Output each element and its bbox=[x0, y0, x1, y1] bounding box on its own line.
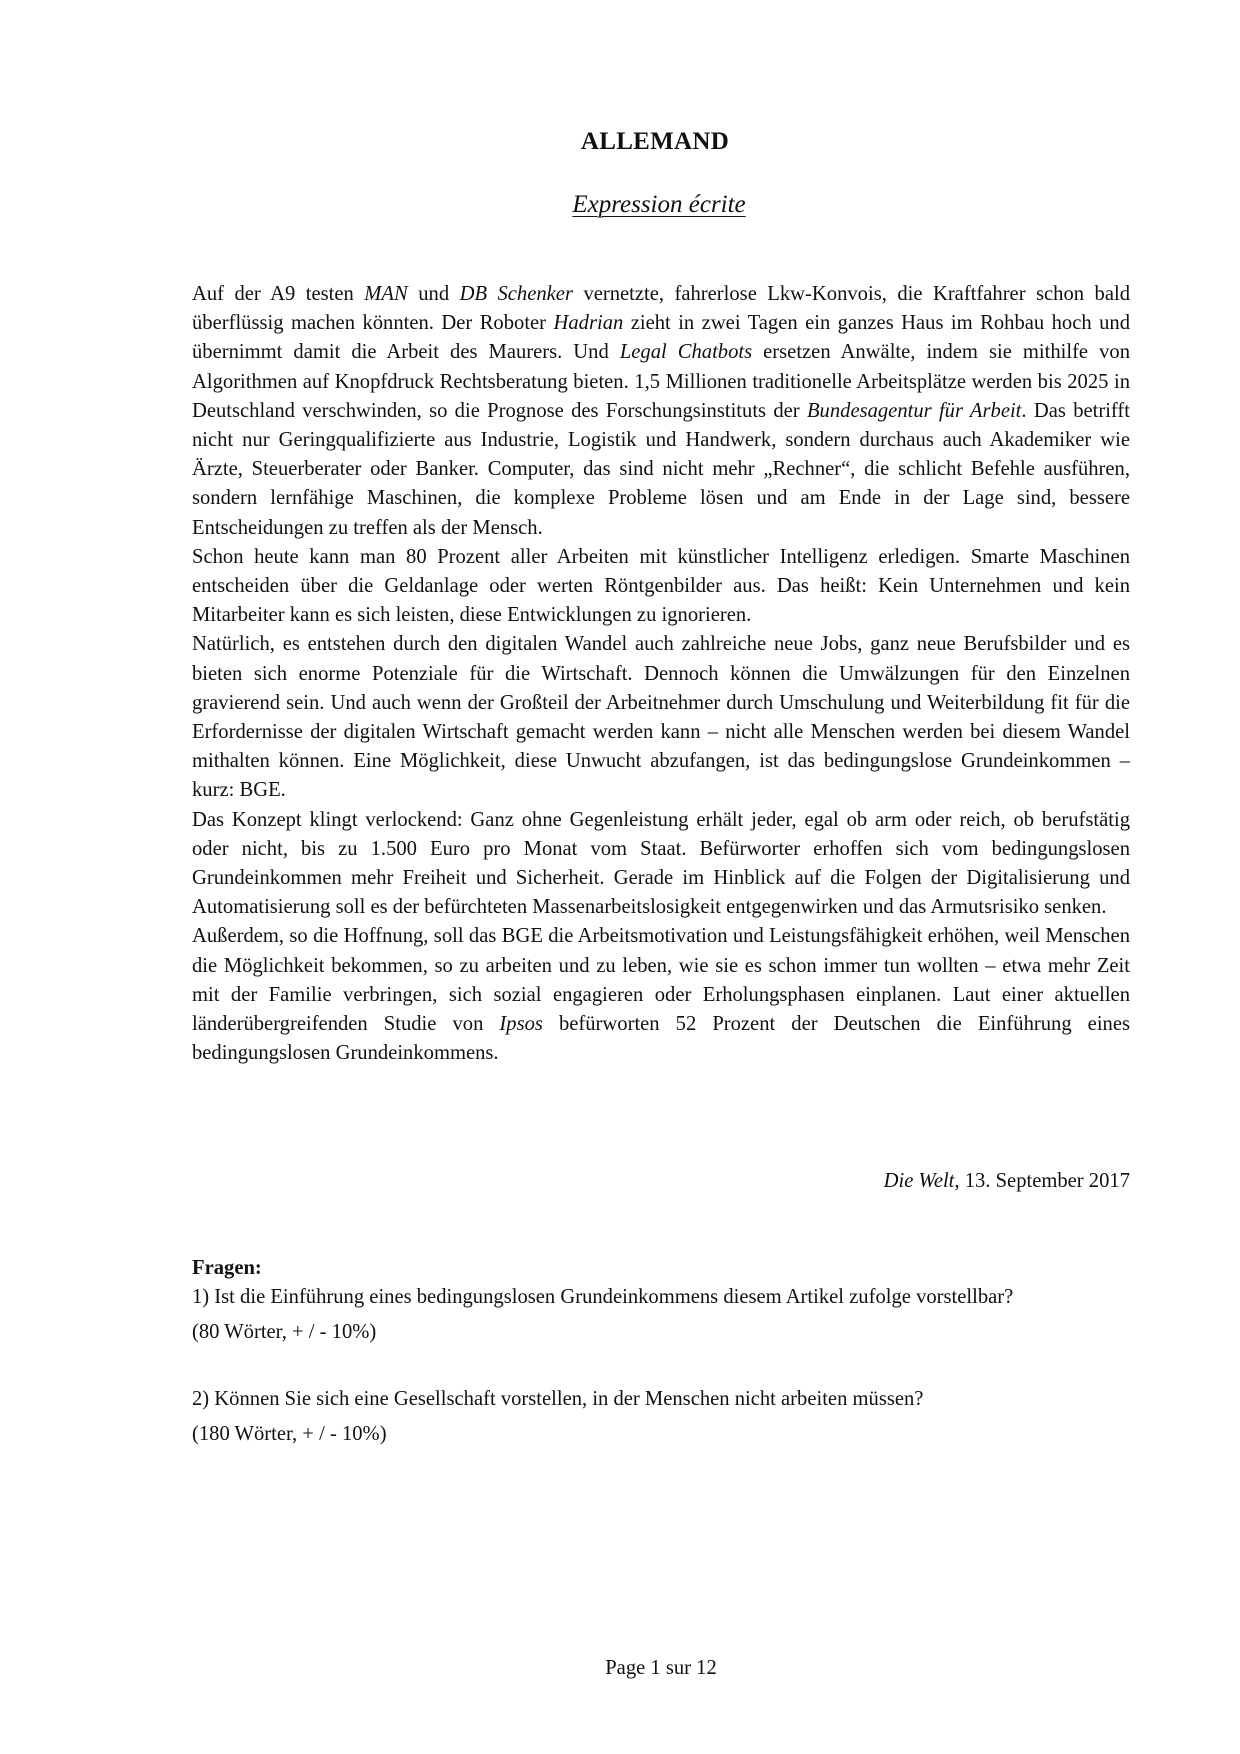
page-number: Page 1 sur 12 bbox=[605, 1657, 717, 1679]
page-title: ALLEMAND bbox=[580, 128, 730, 155]
text-run: Außerdem, so die Hoffnung, soll das BGE die Arbeitsmotivation und Leistungsfähigkeit erhöhen, weil Menschen die Möglichkeit bekommen, so zu arbeiten und zu leben, wie sie es schon immer tun wollten – etwa mehr Zeit mit der Familie verbringen, sich sozial engagieren oder Erholungsphasen einplanen. Laut einer aktuellen länderübergreifenden Studie von bbox=[192, 925, 1130, 1036]
question-1-word-count: (80 Wörter, + / - 10%) bbox=[192, 1321, 377, 1343]
text-run: . Das betrifft nicht nur Geringqualifizierte aus Industrie, Logistik und Handwerk, sondern durchaus auch Akademiker wie Ärzte, Steuerberater oder Banker. Computer, das sind nicht mehr „Rechner“, die schlicht Befehle ausführen, sondern lernfähige Maschinen, die komplexe Probleme lösen und am Ende in der Lage sind, bessere Entscheidungen zu treffen als der Mensch. bbox=[192, 399, 1130, 539]
text-run: ersetzen Anwälte, indem sie mithilfe von Algorithmen auf Knopfdruck Rechtsberatung bieten. 1,5 Millionen traditionelle Arbeitsplätze werden bis 2025 in Deutschland verschwinden, so die Prognose des Forschungsinstituts der bbox=[192, 341, 1130, 422]
article-paragraph-4: Das Konzept klingt verlockend: Ganz ohne Gegenleistung erhält jeder, egal ob arm oder reich, ob berufstätig oder nicht, bis zu 1.500 Euro pro Monat vom Staat. Befürworter erhoffen sich vom bedingungslosen Grundeinkommen mehr Freiheit und Sicherheit. Gerade im Hinblick auf die Folgen der Digitalisierung und Automatisierung soll es der befürchteten Massenarbeitslosigkeit entgegenwirken und das Armutsrisiko senken. bbox=[192, 808, 1130, 919]
institution-name: Bundesagentur für Arbeit bbox=[806, 399, 1022, 422]
source-date: , 13. September 2017 bbox=[954, 1170, 1130, 1192]
robot-name-hadrian: Hadrian bbox=[553, 312, 624, 335]
source-publication: Die Welt bbox=[883, 1170, 955, 1192]
company-name-man: MAN bbox=[364, 283, 408, 305]
article-paragraph-5 bbox=[192, 922, 1130, 1068]
questions-heading: Fragen: bbox=[192, 1257, 262, 1279]
question-2-word-count: (180 Wörter, + / - 10%) bbox=[192, 1423, 387, 1445]
question-2: 2) Können Sie sich eine Gesellschaft vorstellen, in der Menschen nicht arbeiten müssen? bbox=[192, 1388, 924, 1410]
questions-section bbox=[192, 1254, 1130, 1449]
text-run: vernetzte, fahrerlose Lkw-Konvois, die Kraftfahrer schon bald überflüssig machen könnten. Der Roboter bbox=[192, 283, 1130, 335]
page-subtitle: Expression écrite bbox=[572, 191, 746, 218]
article-paragraph-2: Schon heute kann man 80 Prozent aller Arbeiten mit künstlicher Intelligenz erledigen. Smarte Maschinen entscheiden über die Geldanlage oder werten Röntgenbilder aus. Das heißt: Kein Unternehmen und kein Mitarbeiter kann es sich leisten, diese Entwicklungen zu ignorieren. bbox=[192, 545, 1130, 627]
question-1: 1) Ist die Einführung eines bedingungslosen Grundeinkommens diesem Artikel zufolge vorstellbar? bbox=[192, 1286, 1014, 1308]
text-run: befürworten 52 Prozent der Deutschen die Einführung eines bedingungslosen Grundeinkommens. bbox=[192, 1013, 1131, 1065]
article-paragraph-3: Natürlich, es entstehen durch den digitalen Wandel auch zahlreiche neue Jobs, ganz neue Berufsbilder und es bieten sich enorme Potenziale für die Wirtschaft. Dennoch können die Umwälzungen für den Einzelnen gravierend sein. Und auch wenn der Großteil der Arbeitnehmer durch Umschulung und Weiterbildung fit für die Erfordernisse der digitalen Wirtschaft gemacht werden kann – nicht alle Menschen werden bei diesem Wandel mithalten können. Eine Möglichkeit, diese Unwucht abzufangen, ist das bedingungslose Grundeinkommen – kurz: BGE. bbox=[192, 633, 1130, 802]
text-run: Auf der A9 testen bbox=[192, 283, 365, 305]
article-paragraph-1 bbox=[192, 280, 1130, 543]
company-name-db-schenker: DB Schenker bbox=[459, 283, 573, 305]
text-run: zieht in zwei Tagen ein ganzes Haus im Rohbau hoch und übernimmt damit die Arbeit des Maurers. Und bbox=[192, 312, 1130, 364]
term-legal-chatbots: Legal Chatbots bbox=[619, 341, 753, 364]
company-name-ipsos: Ipsos bbox=[499, 1013, 543, 1036]
article-source bbox=[192, 1167, 1130, 1196]
text-run: und bbox=[407, 283, 460, 305]
article-body bbox=[192, 280, 1130, 1068]
